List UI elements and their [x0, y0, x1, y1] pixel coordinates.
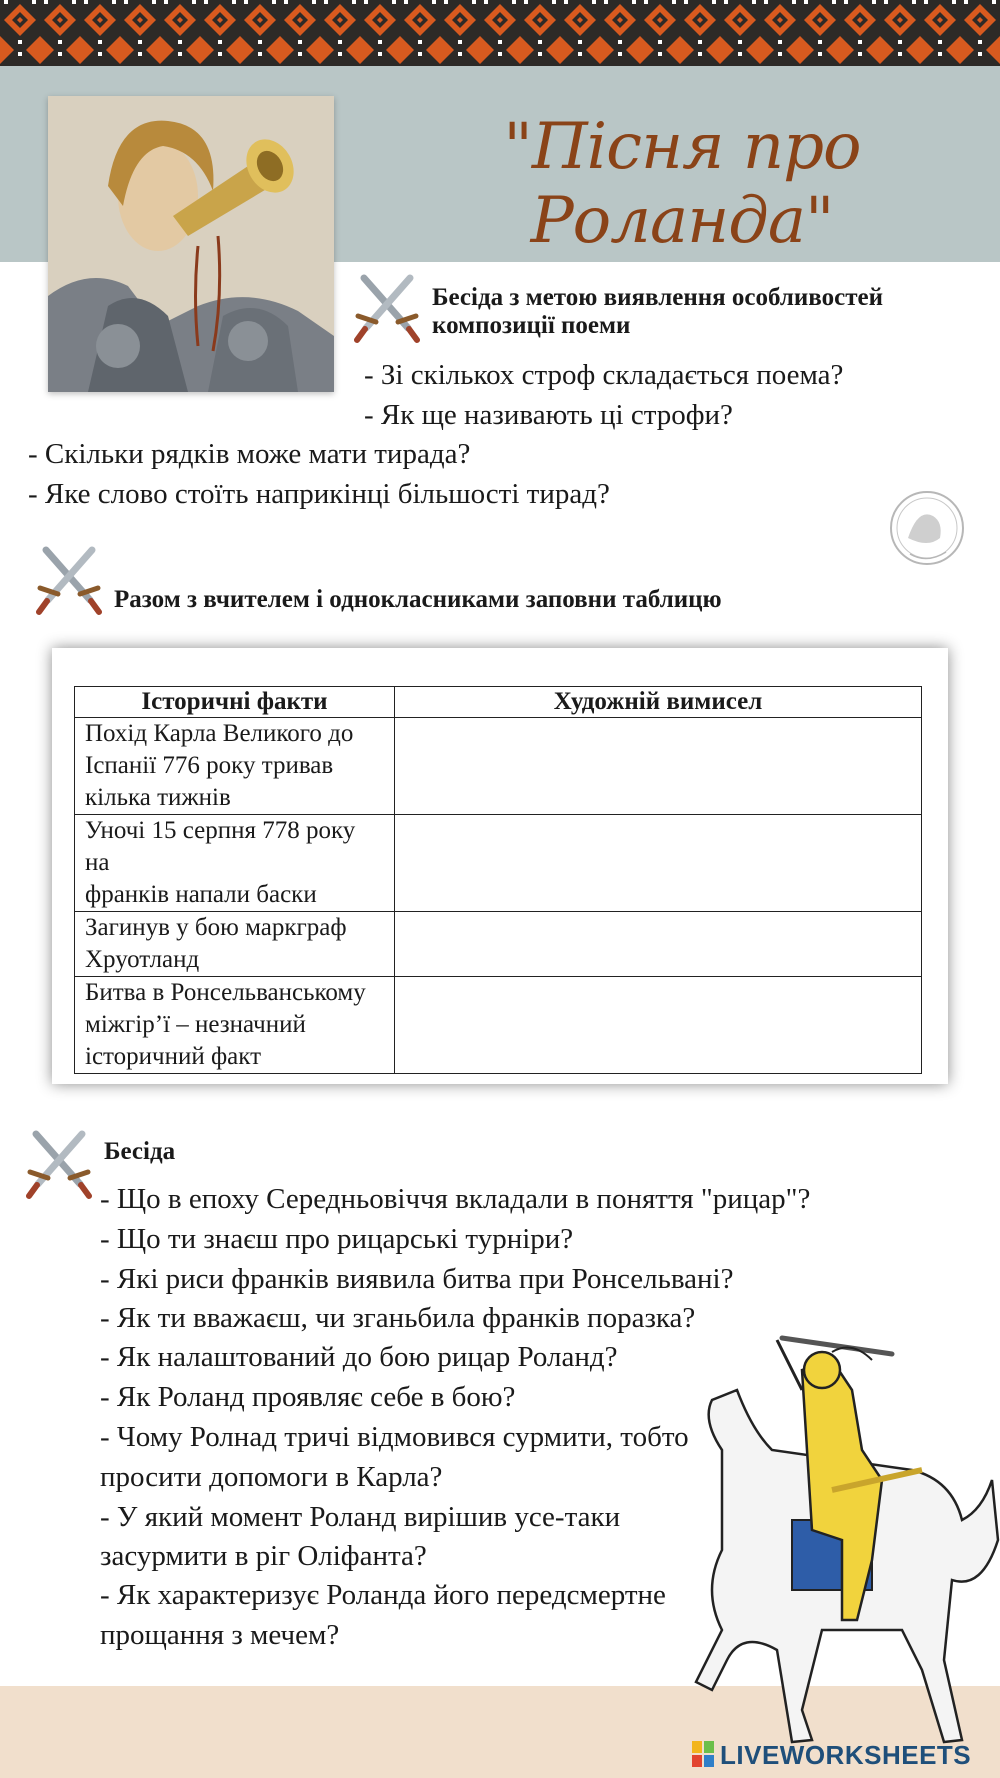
discussion-line: прощання з мечем?	[100, 1619, 340, 1651]
fact-line: міжгір’ї – незначний	[85, 1011, 306, 1038]
section1-heading-line2: композиції поеми	[432, 312, 631, 339]
table-row	[75, 912, 922, 977]
fact-line: історичний факт	[85, 1043, 262, 1070]
fact-line: Похід Карла Великого до	[85, 720, 354, 747]
section1-question: - Скільки рядків може мати тирада?	[28, 438, 471, 470]
fact-line: франків напали баски	[85, 881, 317, 908]
table-row	[75, 815, 922, 912]
fact-cell	[75, 718, 395, 815]
header-historical-facts: Історичні факти	[75, 687, 395, 718]
page-title: "Пісня про Роланда"	[503, 110, 861, 258]
discussion-line: - Як характеризує Роланда його передсмертне	[100, 1579, 666, 1611]
fact-line: Іспанії 776 року тривав	[85, 752, 334, 779]
table-row	[75, 977, 922, 1074]
fact-cell	[75, 912, 395, 977]
roland-portrait	[48, 96, 334, 392]
discussion-line: засурмити в ріг Оліфанта?	[100, 1540, 427, 1572]
fact-cell	[75, 815, 395, 912]
fact-line: Хруотланд	[85, 946, 200, 973]
section1-question: - Зі скількох строф складається поема?	[364, 359, 844, 391]
table-row	[75, 718, 922, 815]
fiction-cell[interactable]	[395, 977, 922, 1074]
author-stamp	[888, 488, 966, 572]
fact-line: Битва в Ронсельванському	[85, 979, 366, 1006]
fact-line: Загинув у бою маркграф	[85, 914, 347, 941]
discussion-line: - Що ти знаєш про рицарські турніри?	[100, 1223, 574, 1255]
fact-line: Уночі 15 серпня 778 року на	[85, 817, 356, 876]
crossed-swords-icon	[26, 1128, 92, 1204]
fact-line: кілька тижнів	[85, 784, 231, 811]
discussion-line: - Як ти вважаєш, чи зганьбила франків поразка?	[100, 1302, 696, 1334]
section3-heading: Бесіда	[104, 1138, 176, 1165]
liveworksheets-logo-icon	[692, 1741, 714, 1767]
discussion-line: - Чому Ролнад тричі відмовився сурмити, тобто	[100, 1421, 689, 1453]
section2-heading: Разом з вчителем і однокласниками заповни таблицю	[114, 586, 722, 613]
discussion-line: - Що в епоху Середньовіччя вкладали в поняття "рицар"?	[100, 1183, 811, 1215]
crossed-swords-icon	[354, 272, 420, 348]
ornament-border	[0, 0, 1000, 66]
section1-question: - Яке слово стоїть наприкінці більшості тирад?	[28, 478, 610, 510]
roland-horn-portrait-icon	[48, 96, 334, 392]
header-fiction: Художній вимисел	[395, 687, 922, 718]
table-header-row	[75, 687, 922, 718]
crossed-swords-icon	[36, 544, 102, 620]
fiction-cell[interactable]	[395, 815, 922, 912]
fiction-cell[interactable]	[395, 718, 922, 815]
fact-cell	[75, 977, 395, 1074]
brand-label[interactable]: LIVEWORKSHEETS	[720, 1740, 972, 1770]
table-card	[52, 648, 948, 1084]
fiction-cell[interactable]	[395, 912, 922, 977]
discussion-line: - У який момент Роланд вирішив усе-таки	[100, 1501, 621, 1533]
discussion-line: - Як налаштований до бою рицар Роланд?	[100, 1341, 618, 1373]
discussion-line: просити допомоги в Карла?	[100, 1461, 443, 1493]
mounted-knight-illustration	[682, 1330, 1000, 1750]
facts-table	[74, 686, 922, 1074]
discussion-line: - Які риси франків виявила битва при Ронсельвані?	[100, 1263, 734, 1295]
section1-heading-line1: Бесіда з метою виявлення особливостей	[432, 284, 884, 311]
discussion-line: - Як Роланд проявляє себе в бою?	[100, 1381, 516, 1413]
section1-question: - Як ще називають ці строфи?	[364, 399, 733, 431]
